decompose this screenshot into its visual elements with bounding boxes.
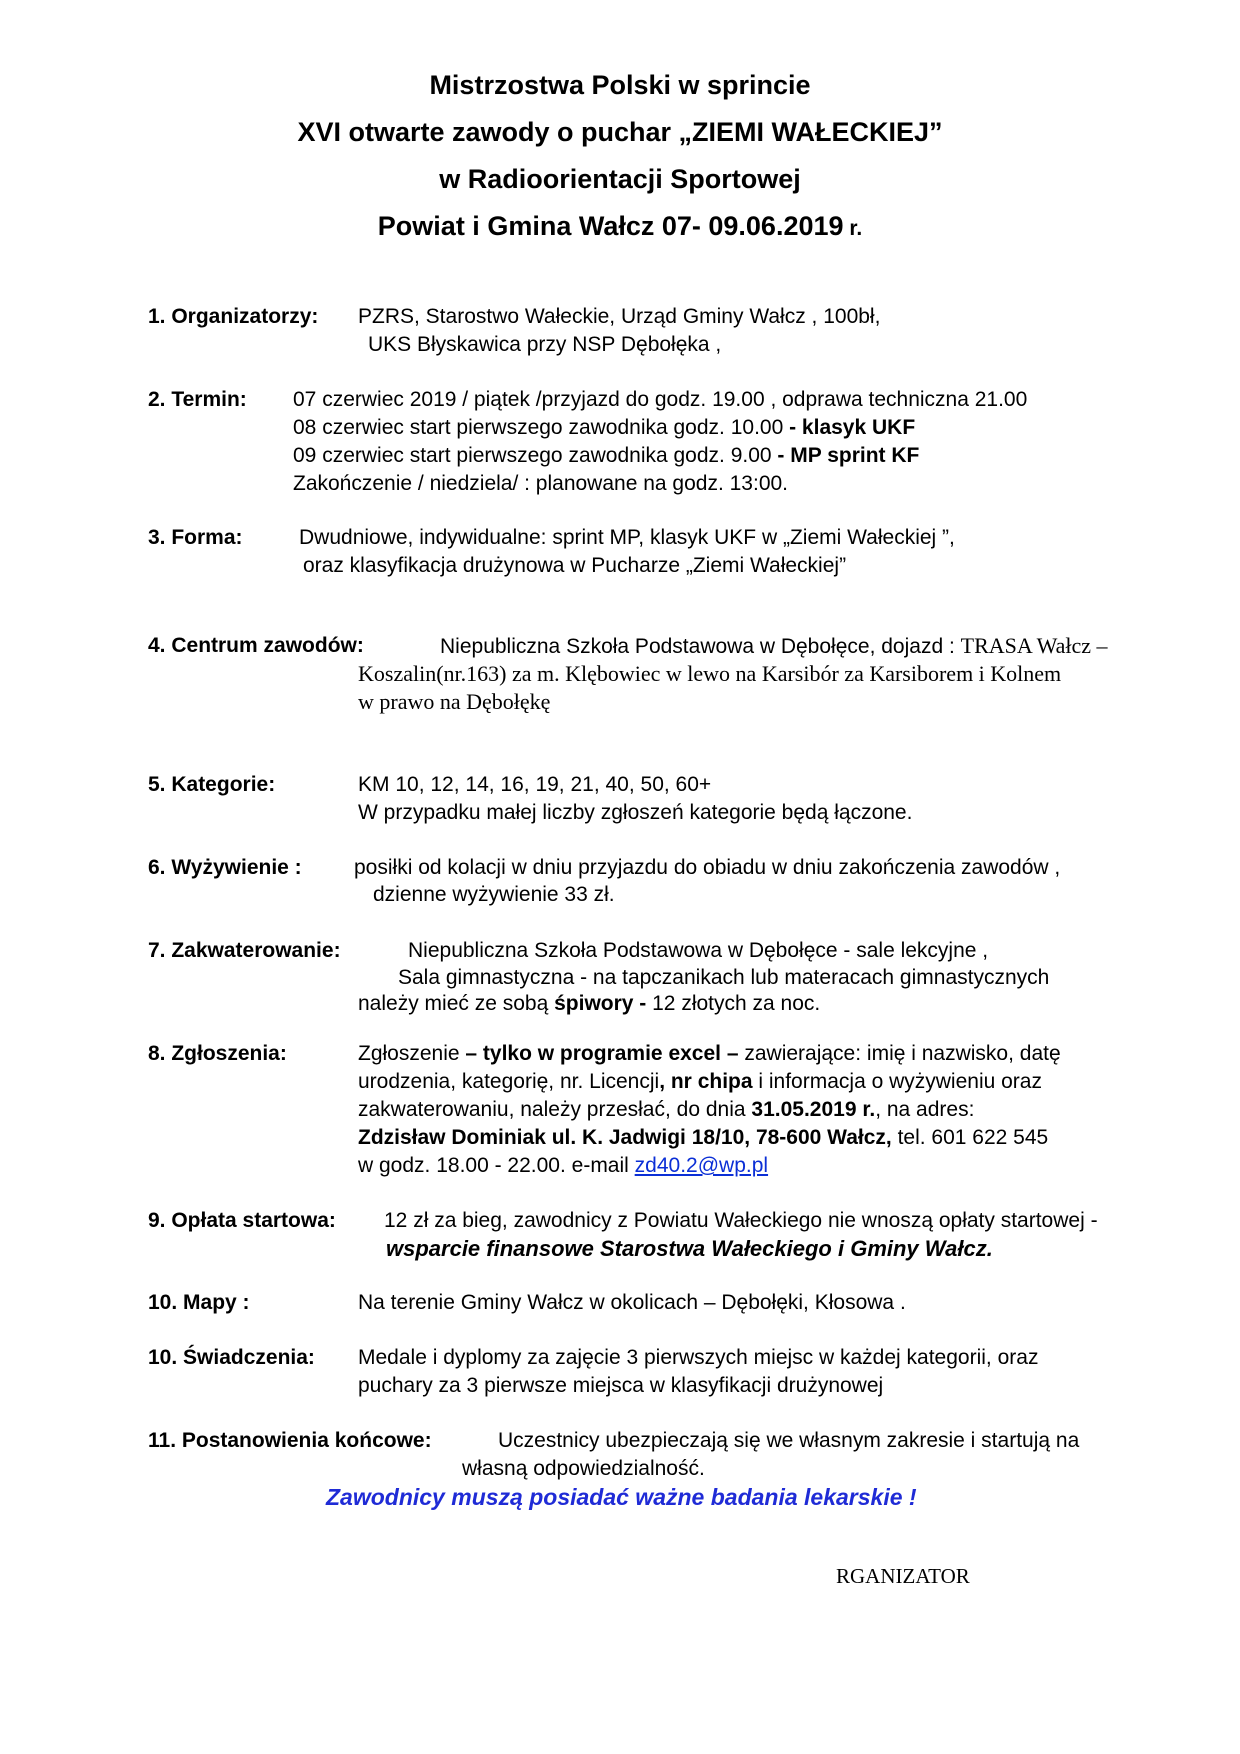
section-8-label: 8. Zgłoszenia:	[148, 1042, 287, 1065]
section-6-line-1: posiłki od kolacji w dniu przyjazdu do obiadu w dniu zakończenia zawodów ,	[354, 856, 1061, 879]
section-5-line-2: W przypadku małej liczby zgłoszeń kategorie będą łączone.	[358, 801, 913, 824]
email-link[interactable]: zd40.2@wp.pl	[634, 1154, 769, 1177]
section-7-line-3	[358, 993, 820, 1014]
s8-l5-a: w godz. 18.00 - 22.00. e-mail	[358, 1154, 635, 1177]
section-2-line-3	[293, 445, 919, 466]
section-1-label: 1. Organizatorzy:	[148, 305, 319, 328]
section-4-line-2: Koszalin(nr.163) za m. Klębowiec w lewo na Karsibór za Karsiborem i Kolnem	[358, 661, 1062, 686]
section-4-label: 4. Centrum zawodów:	[148, 634, 364, 657]
section-7-line-1: Niepubliczna Szkoła Podstawowa w Dębołęce - sale lekcyjne ,	[408, 939, 989, 962]
section-9-line-1: 12 zł za bieg, zawodnicy z Powiatu Wałeckiego nie wnoszą opłaty startowej -	[384, 1209, 1098, 1232]
section-8-line-1	[358, 1043, 1061, 1064]
title-line-3: w Radioorientacji Sportowej	[439, 164, 801, 194]
medical-notice: Zawodnicy muszą posiadać ważne badania lekarskie !	[326, 1484, 917, 1510]
section-11-label: 11. Postanowienia końcowe:	[148, 1429, 432, 1452]
section-2-line-1: 07 czerwiec 2019 / piątek /przyjazd do godz. 19.00 , odprawa techniczna 21.00	[293, 388, 1028, 411]
section-7-line-3-text: należy mieć ze sobą	[358, 992, 555, 1015]
section-8-line-2	[358, 1071, 1042, 1092]
title-suffix: r.	[843, 217, 863, 240]
s8-l1-a: Zgłoszenie	[358, 1042, 466, 1065]
section-2-line-2-bold: - klasyk UKF	[783, 416, 916, 439]
section-9-label: 9. Opłata startowa:	[148, 1209, 336, 1232]
section-9-line-2: wsparcie finansowe Starostwa Wałeckiego i Gminy Wałcz.	[386, 1236, 993, 1261]
section-4-line-1-serif: TRASA Wałcz –	[960, 633, 1108, 658]
title-line-2: XVI otwarte zawody o puchar „ZIEMI WAŁECKIEJ”	[297, 117, 943, 147]
s8-l1-b: – tylko w programie excel –	[465, 1042, 739, 1065]
section-10b-line-2: puchary za 3 pierwsze miejsca w klasyfikacji drużynowej	[358, 1374, 884, 1397]
title-dates: Powiat i Gmina Wałcz 07- 09.06.2019	[377, 211, 844, 241]
s8-l4-a: Zdzisław Dominiak ul. K. Jadwigi 18/10, 78-600 Wałcz,	[358, 1126, 892, 1149]
section-2-line-3-bold: - MP sprint KF	[771, 444, 920, 467]
section-3-line-2: oraz klasyfikacja drużynowa w Pucharze „Ziemi Wałeckiej”	[303, 554, 847, 577]
section-4-line-1	[440, 635, 1108, 657]
section-2-line-4: Zakończenie / niedziela/ : planowane na godz. 13:00.	[293, 472, 789, 495]
section-8-line-3	[358, 1099, 974, 1120]
section-5-line-1: KM 10, 12, 14, 16, 19, 21, 40, 50, 60+	[358, 773, 712, 796]
section-3-line-1: Dwudniowe, indywidualne: sprint MP, klasyk UKF w „Ziemi Wałeckiej ”,	[299, 526, 955, 549]
section-1-line-1: PZRS, Starostwo Wałeckie, Urząd Gminy Wałcz , 100bł,	[358, 305, 881, 328]
section-4-line-3: w prawo na Dębołękę	[358, 689, 551, 714]
section-11-line-2: własną odpowiedzialność.	[462, 1457, 705, 1480]
s8-l4-b: tel. 601 622 545	[891, 1126, 1049, 1149]
section-11-line-1: Uczestnicy ubezpieczają się we własnym zakresie i startują na	[498, 1429, 1080, 1452]
section-8-line-4	[358, 1127, 1048, 1148]
s8-l2-c: i informacja o wyżywieniu oraz	[752, 1070, 1042, 1093]
section-10b-line-1: Medale i dyplomy za zajęcie 3 pierwszych miejsc w każdej kategorii, oraz	[358, 1346, 1039, 1369]
section-7-label: 7. Zakwaterowanie:	[148, 939, 341, 962]
title-line-1: Mistrzostwa Polski w sprincie	[429, 70, 811, 100]
s8-l3-c: , na adres:	[875, 1098, 975, 1121]
section-2-line-3-text: 09 czerwiec start pierwszego zawodnika godz. 9.00	[293, 444, 772, 467]
section-10a-label: 10. Mapy :	[148, 1291, 250, 1314]
section-6-label: 6. Wyżywienie :	[148, 856, 302, 879]
section-10a-line-1: Na terenie Gminy Wałcz w okolicach – Dębołęki, Kłosowa .	[358, 1291, 906, 1314]
section-7-line-3-bold: śpiwory -	[554, 992, 647, 1015]
section-2-line-2-text: 08 czerwiec start pierwszego zawodnika godz. 10.00	[293, 416, 784, 439]
section-4-line-1-text: Niepubliczna Szkoła Podstawowa w Dębołęce, dojazd :	[440, 635, 961, 658]
s8-l3-a: zakwaterowaniu, należy przesłać, do dnia	[358, 1098, 752, 1121]
section-7-line-2: Sala gimnastyczna - na tapczanikach lub materacach gimnastycznych	[398, 966, 1050, 989]
section-5-label: 5. Kategorie:	[148, 773, 276, 796]
s8-l2-b: , nr chipa	[659, 1070, 753, 1093]
section-1-line-2: UKS Błyskawica przy NSP Dębołęka ,	[368, 333, 722, 356]
organizer-signature: RGANIZATOR	[836, 1564, 970, 1588]
s8-l2-a: urodzenia, kategorię, nr. Licencji	[358, 1070, 660, 1093]
section-8-line-5	[358, 1155, 768, 1176]
s8-l1-c: zawierające: imię i nazwisko, datę	[738, 1042, 1061, 1065]
section-3-label: 3. Forma:	[148, 526, 243, 549]
section-7-line-3-tail: 12 złotych za noc.	[646, 992, 821, 1015]
section-2-label: 2. Termin:	[148, 388, 247, 411]
section-6-line-2: dzienne wyżywienie 33 zł.	[373, 883, 615, 906]
section-2-line-2	[293, 417, 915, 438]
s8-l3-b: 31.05.2019 r.	[751, 1098, 876, 1121]
section-10b-label: 10. Świadczenia:	[148, 1346, 315, 1369]
title-line-4	[0, 213, 1240, 240]
